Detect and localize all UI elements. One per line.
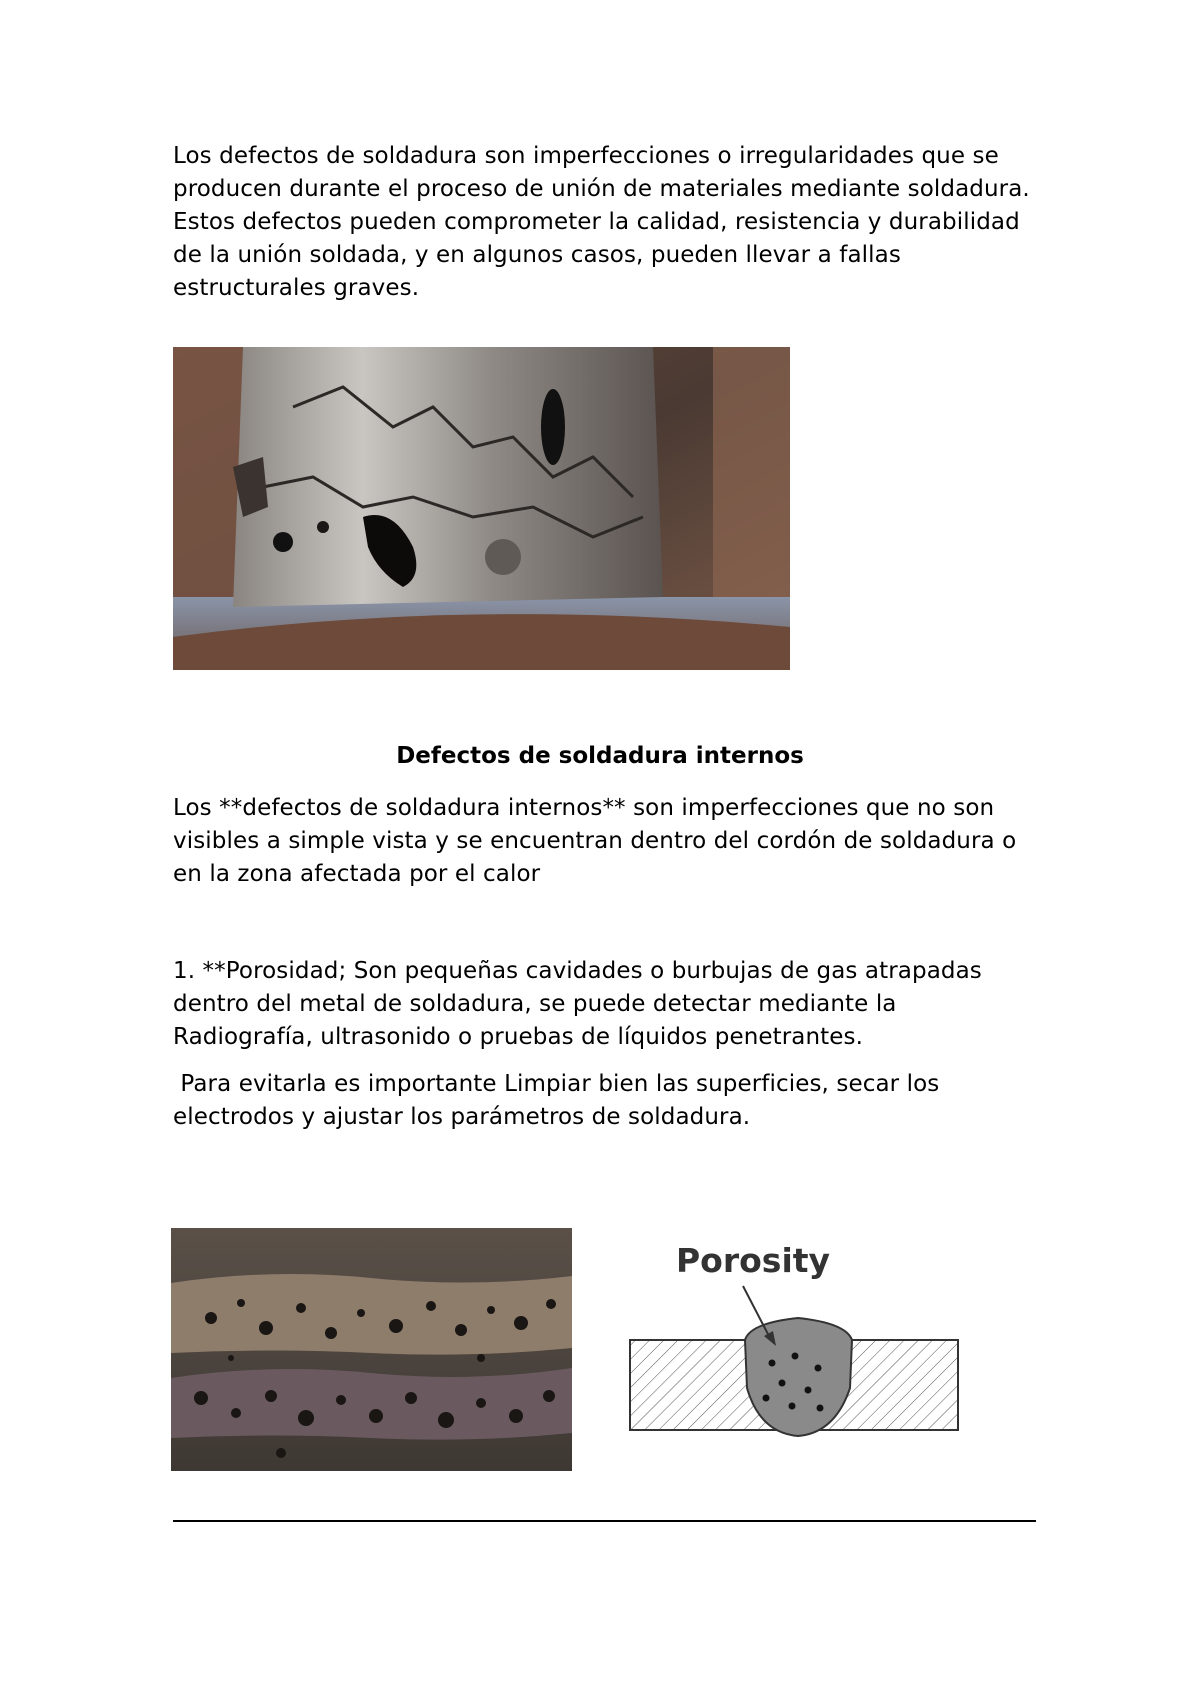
porosity-photo	[171, 1228, 572, 1471]
porosidad-paragraph: 1. **Porosidad; Son pequeñas cavidades o burbujas de gas atrapadas dentro del metal de soldadura, se puede detectar mediante la Radiografía, ultrasonido o pruebas de líquidos penetrantes.	[173, 958, 982, 1050]
horizontal-rule	[173, 1520, 1036, 1522]
weld-defect-photo	[173, 347, 790, 670]
section-title: Defectos de soldadura internos	[396, 743, 804, 769]
internos-paragraph: Los **defectos de soldadura internos** son imperfecciones que no son visibles a simple vista y se encuentran dentro del cordón de soldadura o en la zona afectada por el calor	[173, 795, 1017, 887]
porosity-diagram	[620, 1228, 970, 1448]
intro-paragraph: Los defectos de soldadura son imperfecciones o irregularidades que se producen durante el proceso de unión de materiales mediante soldadura. Estos defectos pueden comprometer la calidad, resistencia y durabilidad de la unión soldada, y en algunos casos, pueden llevar a fallas estructurales graves.	[173, 143, 1030, 301]
evitar-paragraph: Para evitarla es importante Limpiar bien las superficies, secar los electrodos y ajustar los parámetros de soldadura.	[173, 1071, 947, 1130]
porosity-label: Porosity	[676, 1241, 831, 1280]
